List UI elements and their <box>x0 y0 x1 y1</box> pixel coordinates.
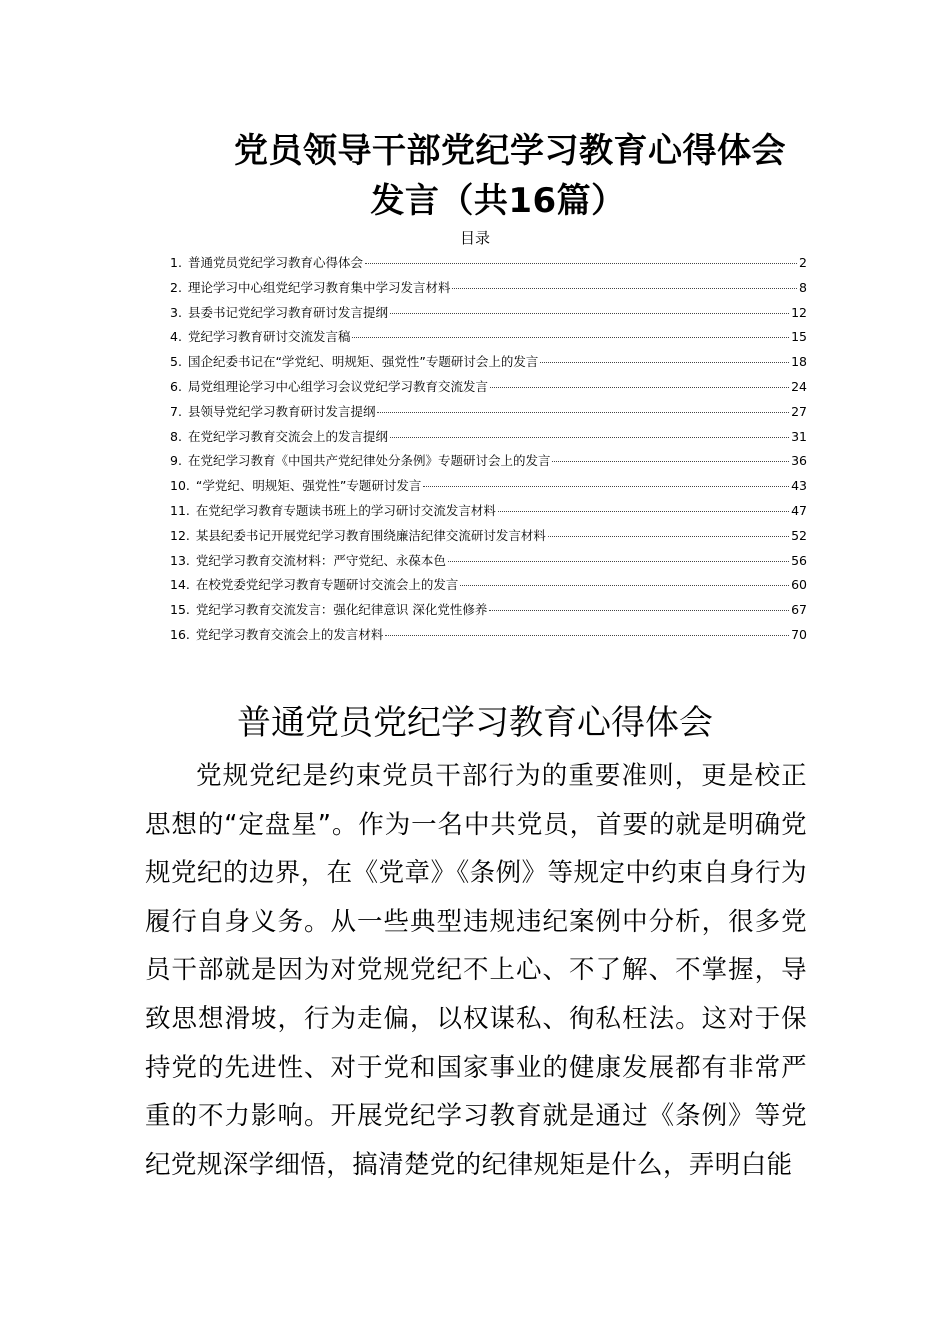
toc-entry-title: 普通党员党纪学习教育心得体会 <box>187 255 363 270</box>
toc-heading: 目录 <box>459 229 490 247</box>
toc-entry-number: 6. <box>170 378 182 394</box>
toc-entry-page-number: 18 <box>791 354 807 370</box>
toc-entry-number: 7. <box>170 403 182 419</box>
toc-entry-title: 党纪学习教育交流材料：严守党纪、永葆本色 <box>195 552 446 568</box>
document-title-line-1: 党员领导干部党纪学习教育心得体会 <box>234 131 786 171</box>
toc-dot-leader <box>377 412 789 413</box>
toc-entry-page-number: 27 <box>791 403 807 419</box>
toc-entry[interactable] <box>170 474 807 499</box>
toc-dot-leader <box>390 437 789 438</box>
toc-dot-leader <box>489 610 789 611</box>
toc-entry-title: 党纪学习教育研讨交流发言稿 <box>187 329 351 345</box>
toc-dot-leader <box>423 486 789 487</box>
toc-dot-leader <box>540 362 789 363</box>
toc-entry[interactable] <box>170 449 807 474</box>
toc-entry-title: 党纪学习教育交流会上的发言材料 <box>195 626 384 642</box>
toc-entry-title: 县领导党纪学习教育研讨发言提纲 <box>187 403 376 419</box>
toc-entry-page-number: 31 <box>791 428 807 444</box>
toc-entry-page-number: 15 <box>791 329 807 345</box>
toc-entry[interactable] <box>170 623 807 648</box>
toc-entry-page-number: 60 <box>791 577 807 593</box>
toc-entry-page-number: 43 <box>791 478 807 494</box>
toc-entry-number: 11. <box>170 502 190 518</box>
document-title-line-2: 发言（共16篇） <box>370 181 626 221</box>
toc-dot-leader <box>548 536 789 537</box>
toc-entry-page-number: 52 <box>791 527 807 543</box>
toc-entry[interactable] <box>170 499 807 524</box>
toc-dot-leader <box>452 288 797 289</box>
toc-entry-title: 在校党委党纪学习教育专题研讨交流会上的发言 <box>195 577 459 593</box>
toc-entry-title: 党纪学习教育交流发言：强化纪律意识 深化党性修养 <box>195 602 488 618</box>
toc-entry-title: 在党纪学习教育专题读书班上的学习研讨交流发言材料 <box>195 502 496 518</box>
toc-entry[interactable] <box>170 301 807 326</box>
section-title: 普通党员党纪学习教育心得体会 <box>237 703 713 743</box>
toc-entry-page-number: 12 <box>791 304 807 320</box>
toc-entry-number: 13. <box>170 552 190 568</box>
toc-entry-number: 3. <box>170 304 182 320</box>
toc-entry[interactable] <box>170 425 807 450</box>
toc-entry-title: 县委书记党纪学习教育研讨发言提纲 <box>187 304 388 320</box>
toc-entry[interactable] <box>170 375 807 400</box>
toc-entry-title: 在党纪学习教育《中国共产党纪律处分条例》专题研讨会上的发言 <box>187 453 551 469</box>
toc-entry-number: 9. <box>170 453 182 469</box>
toc-entry[interactable] <box>170 325 807 350</box>
toc-entry[interactable] <box>170 598 807 623</box>
toc-entry-title: 理论学习中心组党纪学习教育集中学习发言材料 <box>187 279 451 295</box>
toc-dot-leader <box>552 461 789 462</box>
toc-dot-leader <box>448 561 789 562</box>
toc-entry-title: 在党纪学习教育交流会上的发言提纲 <box>187 428 388 444</box>
toc-entry-title: 国企纪委书记在“学党纪、明规矩、强党性”专题研讨会上的发言 <box>187 354 539 370</box>
table-of-contents <box>170 251 807 648</box>
toc-entry[interactable] <box>170 573 807 598</box>
toc-entry-title: 局党组理论学习中心组学习会议党纪学习教育交流发言 <box>187 378 488 394</box>
toc-entry-number: 2. <box>170 279 182 295</box>
toc-dot-leader <box>365 263 797 264</box>
toc-dot-leader <box>498 511 789 512</box>
toc-entry[interactable] <box>170 350 807 375</box>
toc-entry-title: 某县纪委书记开展党纪学习教育围绕廉洁纪律交流研讨发言材料 <box>195 527 546 543</box>
toc-entry-page-number: 67 <box>791 602 807 618</box>
toc-entry[interactable] <box>170 251 807 276</box>
toc-dot-leader <box>385 635 789 636</box>
toc-entry-number: 14. <box>170 577 190 593</box>
toc-entry-number: 10. <box>170 478 190 494</box>
toc-entry-number: 15. <box>170 602 190 618</box>
toc-entry-page-number: 36 <box>791 453 807 469</box>
toc-dot-leader <box>460 585 789 586</box>
toc-entry[interactable] <box>170 524 807 549</box>
toc-entry-page-number: 56 <box>791 552 807 568</box>
toc-entry[interactable] <box>170 276 807 301</box>
toc-entry-number: 5. <box>170 354 182 370</box>
toc-entry-title: “学党纪、明规矩、强党性”专题研讨发言 <box>195 478 422 494</box>
toc-entry-page-number: 47 <box>791 502 807 518</box>
document-title <box>200 126 820 226</box>
toc-entry-number: 12. <box>170 527 190 543</box>
toc-entry-number: 1. <box>170 255 182 270</box>
toc-dot-leader <box>390 313 789 314</box>
toc-entry-page-number: 24 <box>791 378 807 394</box>
toc-entry-number: 8. <box>170 428 182 444</box>
toc-entry-page-number: 8 <box>799 279 807 295</box>
toc-entry-page-number: 70 <box>791 626 807 642</box>
toc-dot-leader <box>490 387 789 388</box>
body-paragraph: 党规党纪是约束党员干部行为的重要准则，更是校正思想的“定盘星”。作为一名中共党员，首要的就是明确党规党纪的边界，在《党章》《条例》等规定中约束自身行为履行自身义务。从一些典型违规违纪案例中分析，很多党员干部就是因为对党规党纪不上心、不了解、不掌握，导致思想滑坡，行为走偏，以权谋私、徇私枉法。这对于保持党的先进性、对于党和国家事业的健康发展都有非常严重的不力影响。开展党纪学习教育就是通过《条例》等党纪党规深学细悟，搞清楚党的纪律规矩是什么，弄明白能 <box>145 761 807 1180</box>
toc-entry[interactable] <box>170 549 807 574</box>
toc-entry-number: 4. <box>170 329 182 345</box>
toc-dot-leader <box>352 337 789 338</box>
toc-entry-number: 16. <box>170 626 190 642</box>
toc-entry-page-number: 2 <box>799 255 807 270</box>
toc-entry[interactable] <box>170 400 807 425</box>
